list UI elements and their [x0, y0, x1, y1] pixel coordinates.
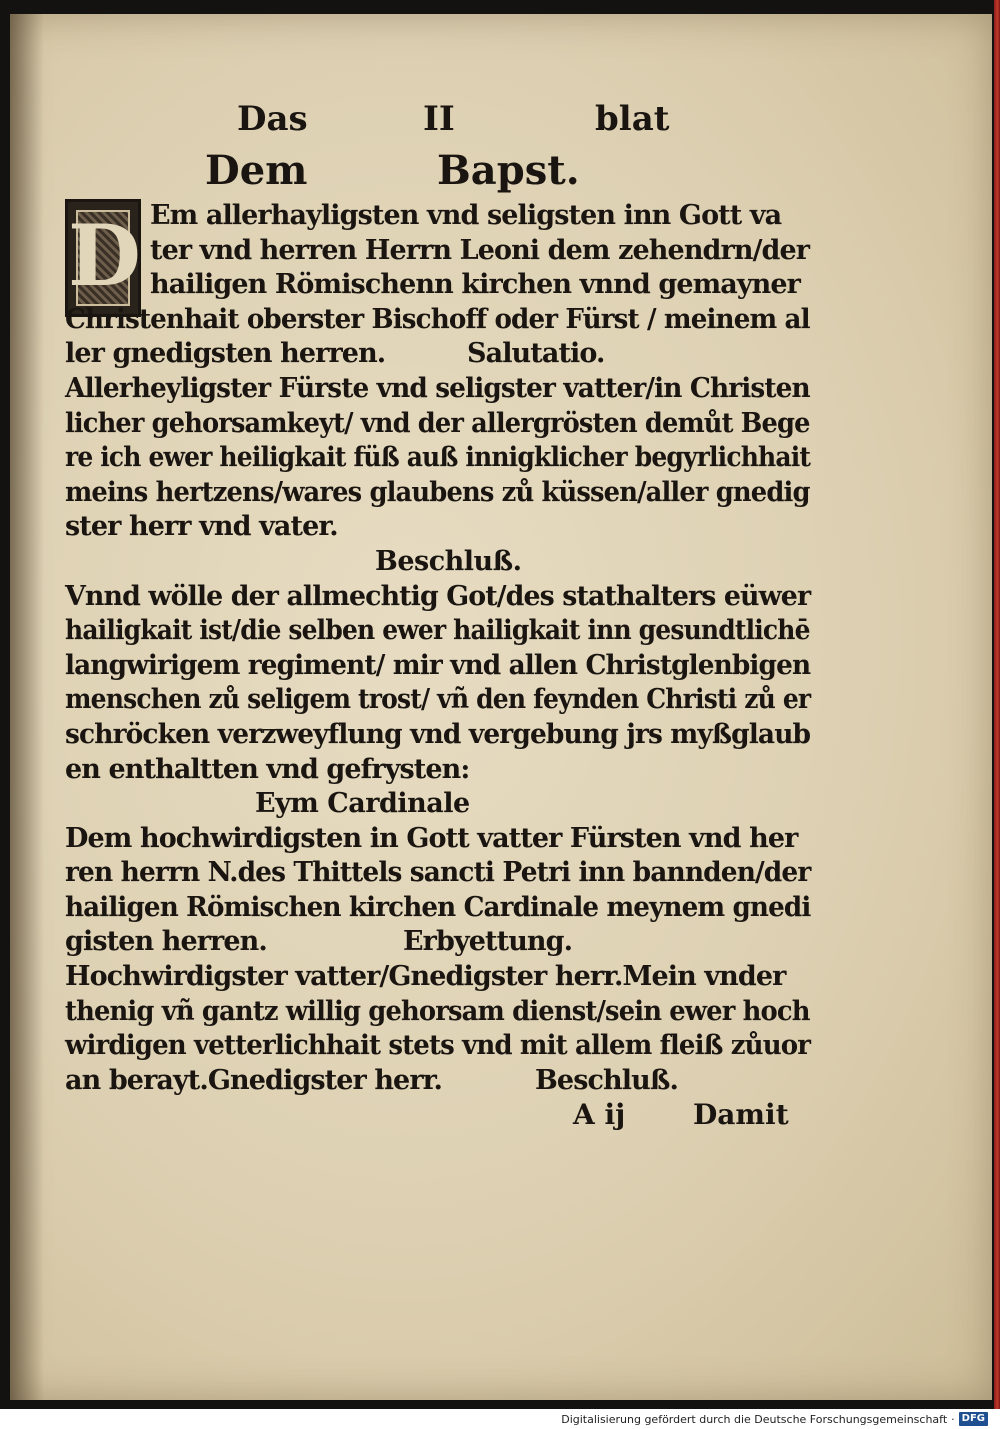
text-line: ster herr vnd vater. — [65, 511, 338, 543]
folio-number: II — [423, 99, 455, 139]
text-line: re ich ewer heiligkait füß auß innigklicher begyrlichhait — [65, 442, 811, 474]
running-head — [65, 99, 810, 147]
text-line: Hochwirdigster vatter/Gnedigster herr.Mein vnder — [65, 961, 786, 993]
text-line-left: an berayt.Gnedigster herr. — [65, 1064, 442, 1096]
text-line — [65, 337, 810, 372]
text-line — [65, 925, 810, 960]
text-line: Dem hochwirdigsten in Gott vatter Fürsten vnd her — [65, 822, 798, 854]
text-line: Vnnd wölle der allmechtig Got/des stathalters eüwer — [65, 580, 811, 612]
text-line-left: ler gnedigsten herren. — [65, 338, 386, 370]
text-line: langwirigem regiment/ mir vnd allen Christglenbigen — [65, 649, 811, 681]
running-head-left: Das — [237, 99, 308, 139]
section-conclusion — [65, 580, 810, 822]
credit-separator: · — [951, 1412, 955, 1426]
section-heading — [65, 787, 810, 822]
text-line: licher gehorsamkeyt/ vnd der allergrösten demůt Bege — [65, 407, 810, 439]
section-cardinal-body — [65, 960, 810, 1098]
initial-letter: D — [68, 206, 141, 305]
text-line: wirdigen vetterlichhait stets vnd mit allem fleiß zůuor — [65, 1030, 811, 1062]
text-line: ter vnd herren Herrn Leoni dem zehendrn/der — [150, 234, 810, 266]
title-word-1: Dem — [205, 147, 308, 194]
digitization-credit — [561, 1411, 988, 1427]
heading-erbyettung: Erbyettung. — [403, 926, 573, 958]
text-line-left: gisten herren. — [65, 926, 267, 958]
decorated-initial — [65, 199, 141, 317]
section-salutatio-body — [65, 372, 810, 580]
heading-cardinale: Eym Cardinale — [255, 788, 470, 820]
text-line: thenig vñ gantz willig gehorsam dienst/sein ewer hoch — [65, 995, 810, 1027]
text-line: hailigen Römischenn kirchen vnnd gemayner — [150, 269, 801, 301]
text-line: hailigen Römischen kirchen Cardinale meynem gnedi — [65, 891, 811, 923]
text-line: Christenhait oberster Bischoff oder Fürst / meinem al — [65, 303, 810, 335]
section-cardinal-address — [65, 822, 810, 960]
text-block — [65, 99, 810, 1138]
title-word-2: Bapst. — [437, 147, 580, 194]
text-line: ren herrn N.des Thittels sancti Petri inn bannden/der — [65, 857, 811, 889]
text-line: en enthaltten vnd gefrysten: — [65, 753, 470, 785]
text-line — [65, 1064, 810, 1099]
page-footer — [65, 1098, 810, 1138]
text-line: hailigkait ist/die selben ewer hailigkait inn gesundtlichē — [65, 615, 810, 647]
page-title — [65, 147, 810, 199]
text-line: menschen zů seligem trost/ vñ den feynden Christi zů er — [65, 684, 811, 716]
text-line: Em allerhayligsten vnd seligsten inn Gott va — [150, 200, 782, 231]
catchword: Damit — [693, 1098, 789, 1132]
section-heading — [65, 545, 810, 580]
credit-text: Digitalisierung gefördert durch die Deutsche Forschungsgemeinschaft — [561, 1412, 948, 1426]
text-line: schröcken verzweyflung vnd vergebung jrs myßglaub — [65, 718, 811, 750]
book-edge — [994, 0, 1000, 1409]
text-line: Allerheyligster Fürste vnd seligster vatter/in Christen — [65, 372, 810, 404]
heading-beschluss: Beschluß. — [375, 545, 522, 577]
running-head-right: blat — [595, 99, 670, 139]
dfg-logo-icon: DFG — [959, 1412, 988, 1426]
page — [10, 14, 992, 1400]
heading-beschluss-2: Beschluß. — [535, 1064, 678, 1096]
gutter-shadow — [10, 14, 44, 1400]
signature-mark: A ij — [573, 1098, 626, 1132]
salutation-heading: Salutatio. — [467, 338, 605, 370]
section-salutation — [65, 199, 810, 372]
text-line: meins hertzens/wares glaubens zů küssen/aller gnedig — [65, 476, 810, 508]
